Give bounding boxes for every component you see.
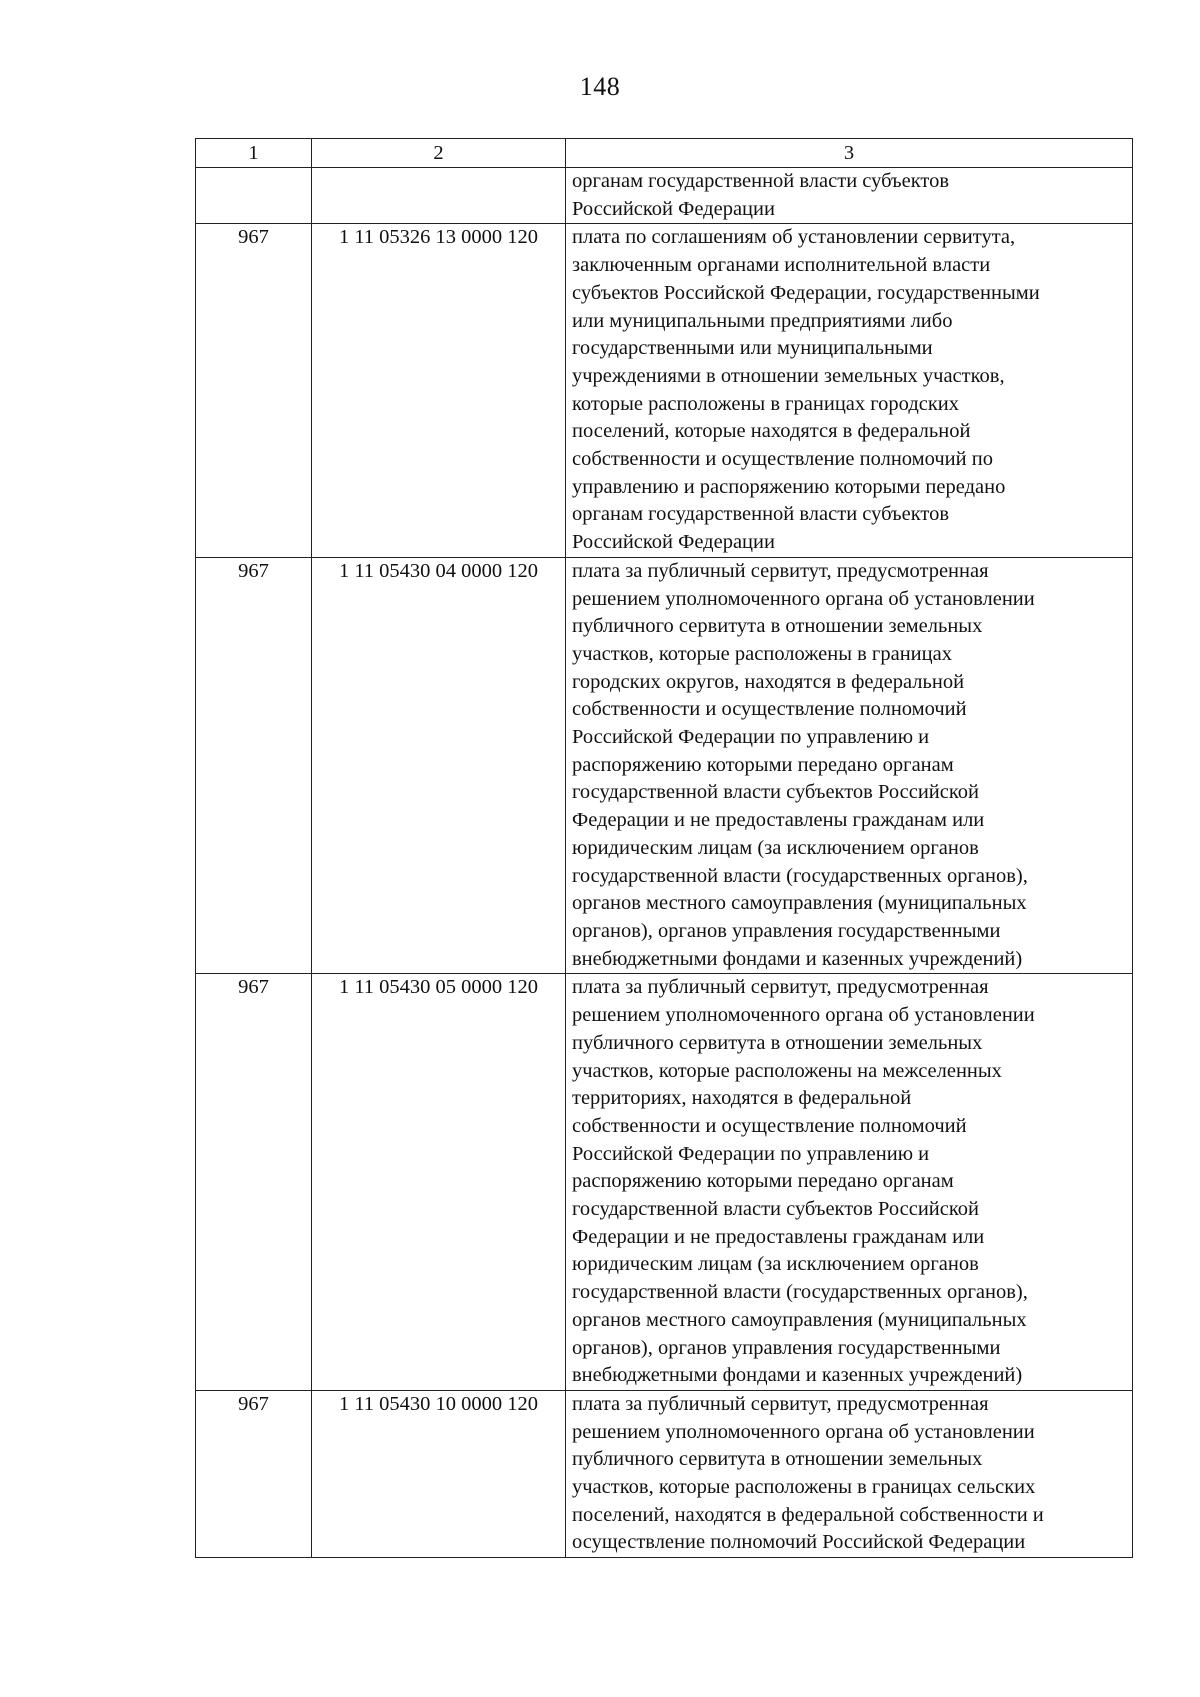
description-line: Российской Федерации по управлению и: [572, 1142, 930, 1165]
description-line: юридическим лицам (за исключением органов: [572, 1253, 979, 1276]
description-line: участков, которые расположены в границах: [572, 642, 952, 665]
column-header-1: 1: [196, 139, 312, 168]
table-row: [196, 224, 1133, 557]
description-line: решением уполномоченного органа об установлении: [572, 1420, 1035, 1443]
description-line: собственности и осуществление полномочий по: [572, 448, 993, 471]
description-line: государственной власти субъектов Российской: [572, 1198, 980, 1221]
budget-classification-code-cell: [312, 168, 566, 224]
budget-classification-code-cell: 1 11 05430 10 0000 120: [312, 1390, 566, 1557]
description-line: плата за публичный сервитут, предусмотренная: [572, 1392, 989, 1415]
description-line: юридическим лицам (за исключением органов: [572, 836, 979, 859]
description-line: плата за публичный сервитут, предусмотренная: [572, 976, 989, 999]
admin-code-cell: 967: [196, 557, 312, 974]
table-row: [196, 168, 1133, 224]
description-line: территориях, находятся в федеральной: [572, 1087, 912, 1110]
admin-code-cell: 967: [196, 974, 312, 1391]
description-line: участков, которые расположены в границах сельских: [572, 1476, 1036, 1499]
revenue-description-cell: [566, 557, 1133, 974]
description-line: субъектов Российской Федерации, государственными: [572, 281, 1040, 304]
description-line: органов), органов управления государственными: [572, 919, 1001, 942]
table-row: [196, 557, 1133, 974]
admin-code-cell: 967: [196, 224, 312, 557]
description-line: органам государственной власти субъектов: [572, 170, 950, 192]
table-header-row: [196, 139, 1133, 168]
table-row: [196, 1390, 1133, 1557]
description-line: учреждениями в отношении земельных участков,: [572, 364, 1005, 387]
description-line: или муниципальными предприятиями либо: [572, 309, 953, 332]
description-line: внебюджетными фондами и казенных учреждений): [572, 1364, 1023, 1387]
revenue-description-cell: [566, 224, 1133, 557]
description-line: заключенным органами исполнительной власти: [572, 254, 991, 277]
description-line: органов), органов управления государственными: [572, 1336, 1001, 1359]
revenue-description-cell: [566, 1390, 1133, 1557]
description-line: органам государственной власти субъектов: [572, 503, 950, 526]
budget-classification-code-cell: 1 11 05430 04 0000 120: [312, 557, 566, 974]
description-line: государственной власти (государственных органов),: [572, 864, 1028, 887]
description-line: распоряжению которыми передано органам: [572, 753, 954, 776]
description-line: Российской Федерации: [572, 197, 775, 220]
budget-classification-code-cell: 1 11 05326 13 0000 120: [312, 224, 566, 557]
description-line: которые расположены в границах городских: [572, 392, 960, 415]
admin-code-cell: 967: [196, 1390, 312, 1557]
description-line: публичного сервитута в отношении земельных: [572, 1031, 983, 1054]
column-header-3: 3: [566, 139, 1133, 168]
description-line: плата за публичный сервитут, предусмотренная: [572, 559, 989, 582]
description-line: поселений, которые находятся в федеральной: [572, 420, 971, 443]
description-line: распоряжению которыми передано органам: [572, 1170, 954, 1193]
description-line: городских округов, находятся в федеральной: [572, 670, 965, 693]
revenue-description-cell: [566, 168, 1133, 224]
column-header-2: 2: [312, 139, 566, 168]
admin-code-cell: [196, 168, 312, 224]
description-line: государственной власти субъектов Российской: [572, 781, 980, 804]
description-line: государственной власти (государственных органов),: [572, 1281, 1028, 1304]
description-line: решением уполномоченного органа об установлении: [572, 1004, 1035, 1027]
description-line: поселений, находятся в федеральной собственности и: [572, 1503, 1044, 1526]
revenue-description-cell: [566, 974, 1133, 1391]
description-line: публичного сервитута в отношении земельных: [572, 1448, 983, 1471]
description-line: Российской Федерации: [572, 531, 775, 554]
table-row: [196, 974, 1133, 1391]
budget-classification-code-cell: 1 11 05430 05 0000 120: [312, 974, 566, 1391]
revenue-codes-table: [195, 138, 1133, 1558]
description-line: Российской Федерации по управлению и: [572, 726, 930, 749]
description-line: Федерации и не предоставлены гражданам или: [572, 1225, 985, 1248]
table-body: [196, 168, 1133, 1558]
description-line: участков, которые расположены на межселенных: [572, 1059, 1002, 1082]
description-line: публичного сервитута в отношении земельных: [572, 615, 983, 638]
description-line: органов местного самоуправления (муниципальных: [572, 1308, 1027, 1331]
description-line: управлению и распоряжению которыми передано: [572, 475, 1006, 498]
description-line: Федерации и не предоставлены гражданам или: [572, 809, 985, 832]
description-line: собственности и осуществление полномочий: [572, 698, 967, 721]
description-line: осуществление полномочий Российской Федерации: [572, 1531, 1026, 1554]
description-line: плата по соглашениям об установлении сервитута,: [572, 226, 1016, 249]
description-line: органов местного самоуправления (муниципальных: [572, 892, 1027, 915]
description-line: решением уполномоченного органа об установлении: [572, 587, 1035, 610]
page-number: 148: [579, 72, 621, 101]
description-line: внебюджетными фондами и казенных учреждений): [572, 947, 1023, 970]
description-line: собственности и осуществление полномочий: [572, 1114, 967, 1137]
description-line: государственными или муниципальными: [572, 337, 933, 360]
